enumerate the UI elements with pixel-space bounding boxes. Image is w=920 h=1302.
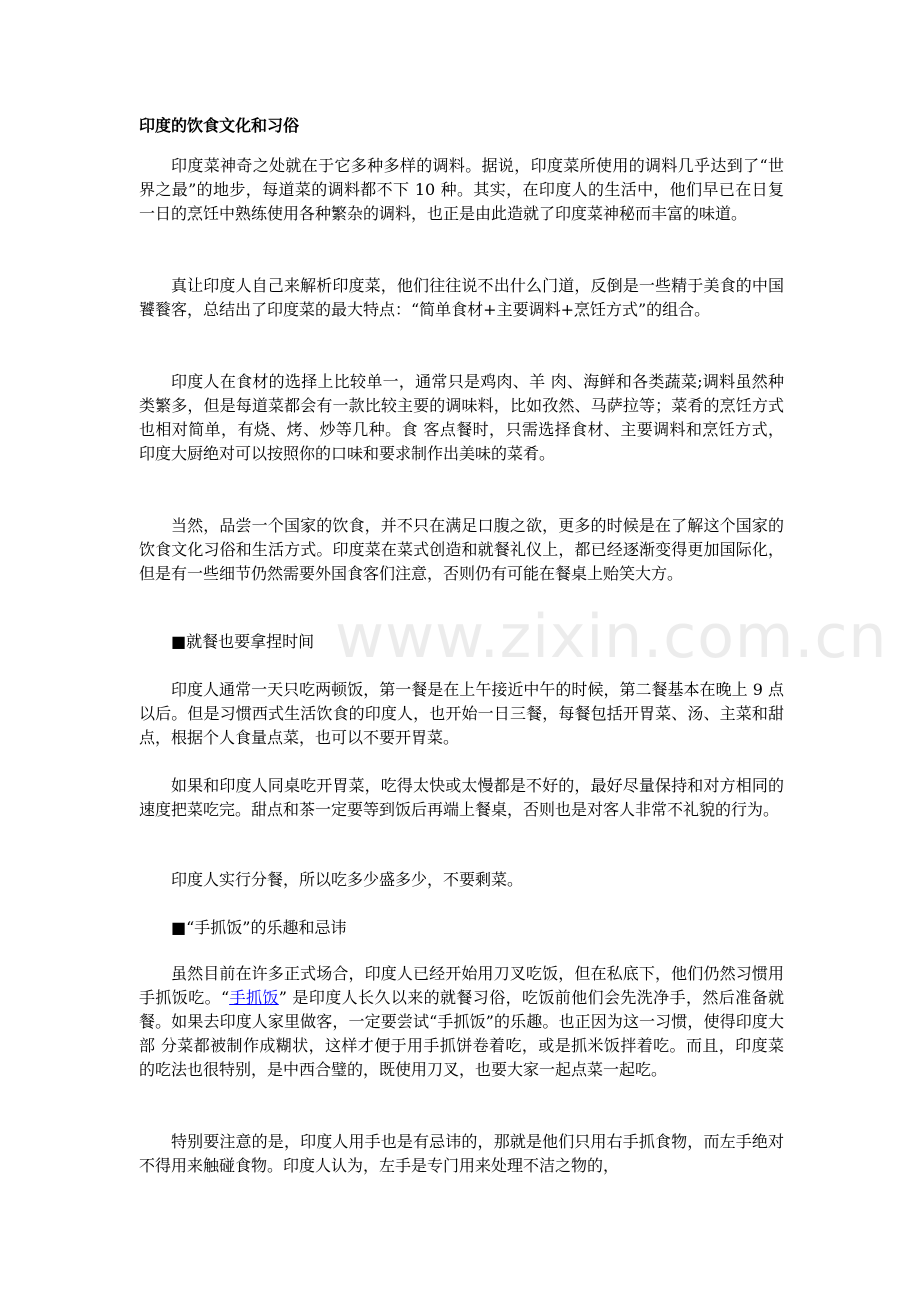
section-heading-hand-rice: ■“手抓饭”的乐趣和忌讳: [171, 918, 347, 937]
paragraph-6: 如果和印度人同桌吃开胃菜，吃得太快或太慢都是不好的，最好尽量保持和对方相同的速度把菜吃完。甜点和茶一定要等到饭后再端上餐桌，否则也是对客人非常不礼貌的行为。: [139, 776, 784, 819]
paragraph-9: 特别要注意的是，印度人用手也是有忌讳的，那就是他们只用右手抓食物，而左手绝对不得用来触碰食物。印度人认为，左手是专门用来处理不洁之物的，: [139, 1132, 784, 1175]
document-title: 印度的饮食文化和习俗: [139, 116, 300, 135]
paragraph-2: 真让印度人自己来解析印度菜，他们往往说不出什么门道，反倒是一些精于美食的中国饕餮客，总结出了印度菜的最大特点：“简单食材+主要调料+烹饪方式”的组合。: [139, 276, 784, 319]
section-heading-meal-time: ■就餐也要拿捏时间: [171, 632, 315, 651]
paragraph-8-text-b: ” 是印度人长久以来的就餐习俗，吃饭前他们会先洗净手，然后准备就餐。如果去印度人家里做客，一定要尝试“手抓饭”的乐趣。也正因为这一习惯，使得印度大部 分菜都被制作成糊状，这样才便于用手抓饼卷着吃，或是抓米饭拌着吃。而且，印度菜的吃法也很特别，是中西合璧的，既使用刀叉，也要大家一起点菜一起吃。: [139, 988, 784, 1079]
paragraph-8: [139, 962, 784, 1082]
paragraph-7: 印度人实行分餐，所以吃多少盛多少，不要剩菜。: [171, 870, 524, 889]
watermark: www.zixin.com.cn: [335, 602, 888, 672]
paragraph-5: 印度人通常一天只吃两顿饭，第一餐是在上午接近中午的时候，第二餐基本在晚上 9 点以后。但是习惯西式生活饮食的印度人，也开始一日三餐，每餐包括开胃菜、汤、主菜和甜点，根据个人食量点菜，也可以不要开胃菜。: [139, 680, 784, 747]
hand-rice-link[interactable]: 手抓饭: [229, 988, 279, 1007]
paragraph-8-text-a: 虽然目前在许多正式场合，印度人已经开始用刀叉吃饭，但在私底下，他们仍然习惯用手抓饭吃。“: [139, 964, 784, 1007]
paragraph-3: 印度人在食材的选择上比较单一，通常只是鸡肉、羊 肉、海鲜和各类蔬菜;调料虽然种类繁多，但是每道菜都会有一款比较主要的调味料，比如孜然、马萨拉等；菜肴的烹饪方式也相对简单，有烧、烤、炒等几种。食 客点餐时，只需选择食材、主要调料和烹饪方式，印度大厨绝对可以按照你的口味和要求制作出美味的菜肴。: [139, 372, 784, 463]
paragraph-1: 印度菜神奇之处就在于它多种多样的调料。据说，印度菜所使用的调料几乎达到了“世界之最”的地步，每道菜的调料都不下 10 种。其实，在印度人的生活中，他们早已在日复一日的烹饪中熟练使用各种繁杂的调料，也正是由此造就了印度菜神秘而丰富的味道。: [139, 156, 784, 223]
paragraph-4: 当然，品尝一个国家的饮食，并不只在满足口腹之欲，更多的时候是在了解这个国家的饮食文化习俗和生活方式。印度菜在菜式创造和就餐礼仪上，都已经逐渐变得更加国际化，但是有一些细节仍然需要外国食客们注意，否则仍有可能在餐桌上贻笑大方。: [139, 516, 784, 583]
